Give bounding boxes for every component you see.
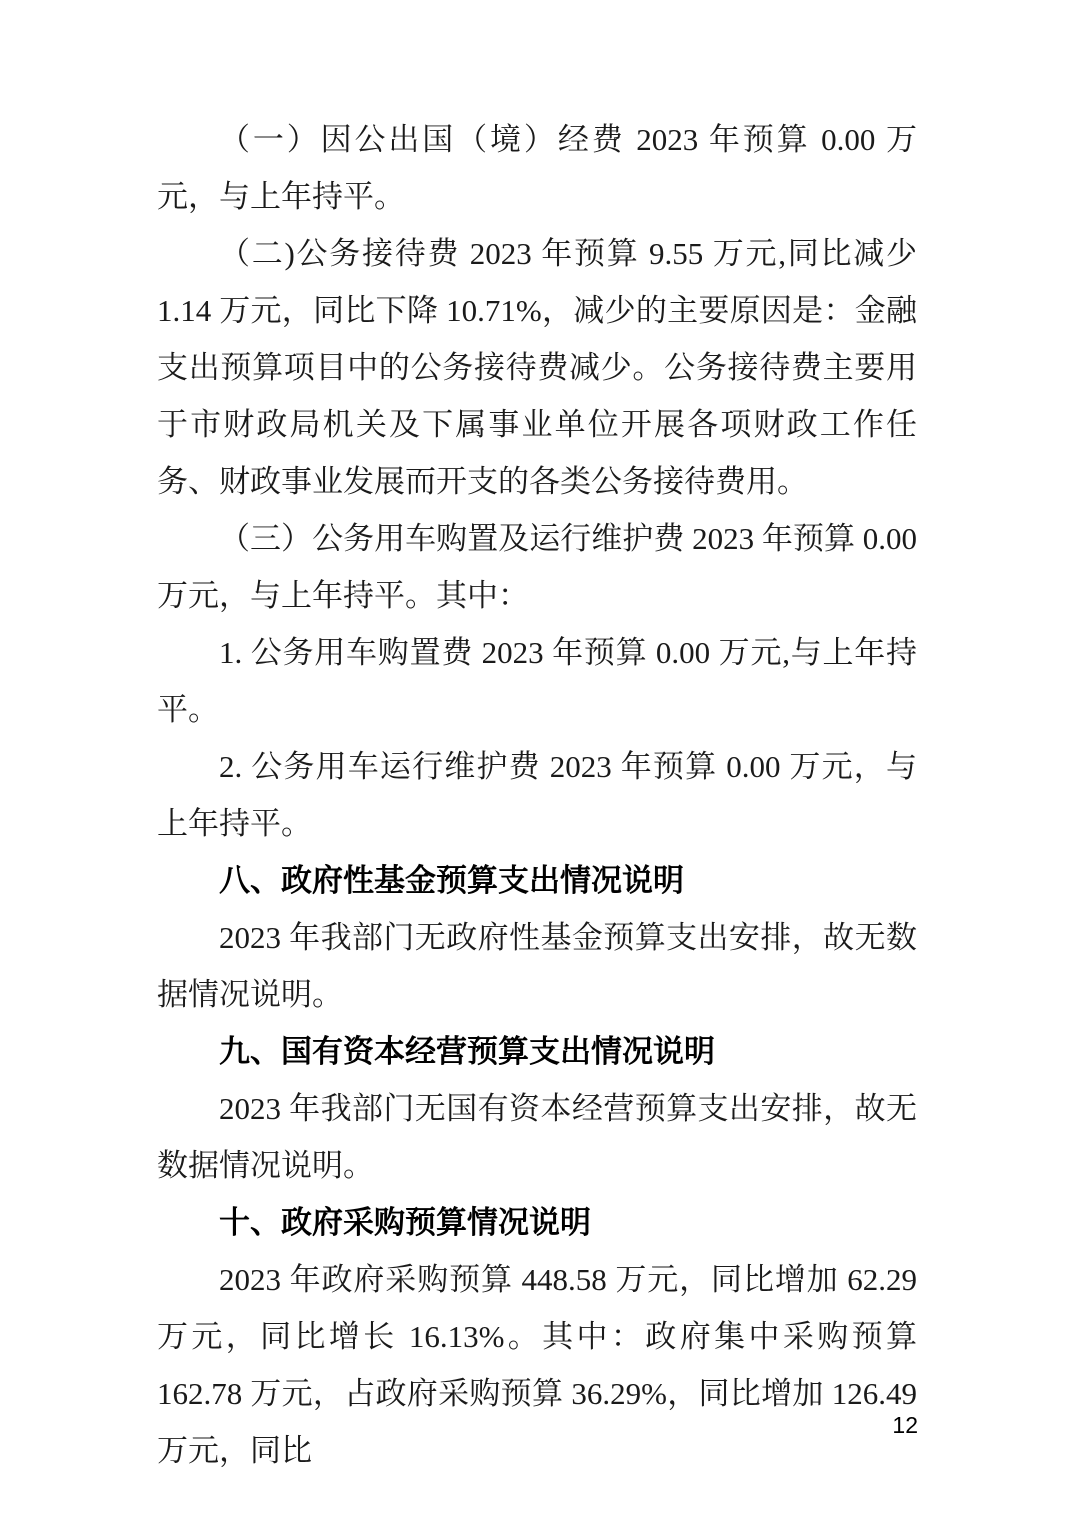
body-paragraph: 2. 公务用车运行维护费 2023 年预算 0.00 万元，与上年持平。 (157, 749, 917, 841)
body-paragraph: 2023 年我部门无政府性基金预算支出安排，故无数据情况说明。 (157, 920, 917, 1012)
body-paragraph: （二)公务接待费 2023 年预算 9.55 万元,同比减少 1.14 万元，同比下降 10.71%，减少的主要原因是：金融支出预算项目中的公务接待费减少。公务接待费主要用于市财政局机关及下属事业单位开展各项财政工作任务、财政事业发展而开支的各类公务接待费用。 (157, 236, 917, 499)
section-heading: 九、国有资本经营预算支出情况说明 (219, 1034, 715, 1069)
page-number: 12 (892, 1412, 918, 1438)
body-paragraph: 1. 公务用车购置费 2023 年预算 0.00 万元,与上年持平。 (157, 635, 917, 727)
document-body (157, 111, 917, 1479)
section-heading: 十、政府采购预算情况说明 (219, 1205, 591, 1240)
body-paragraph: （一）因公出国（境）经费 2023 年预算 0.00 万元，与上年持平。 (157, 122, 917, 214)
section-heading: 八、政府性基金预算支出情况说明 (219, 863, 684, 898)
body-paragraph: （三）公务用车购置及运行维护费 2023 年预算 0.00 万元，与上年持平。其中： (157, 521, 917, 613)
body-paragraph: 2023 年政府采购预算 448.58 万元，同比增加 62.29 万元，同比增长 16.13%。其中：政府集中采购预算 162.78 万元，占政府采购预算 36.29%，同比增加 126.49 万元，同比 (157, 1262, 917, 1468)
body-paragraph: 2023 年我部门无国有资本经营预算支出安排，故无数据情况说明。 (157, 1091, 917, 1183)
